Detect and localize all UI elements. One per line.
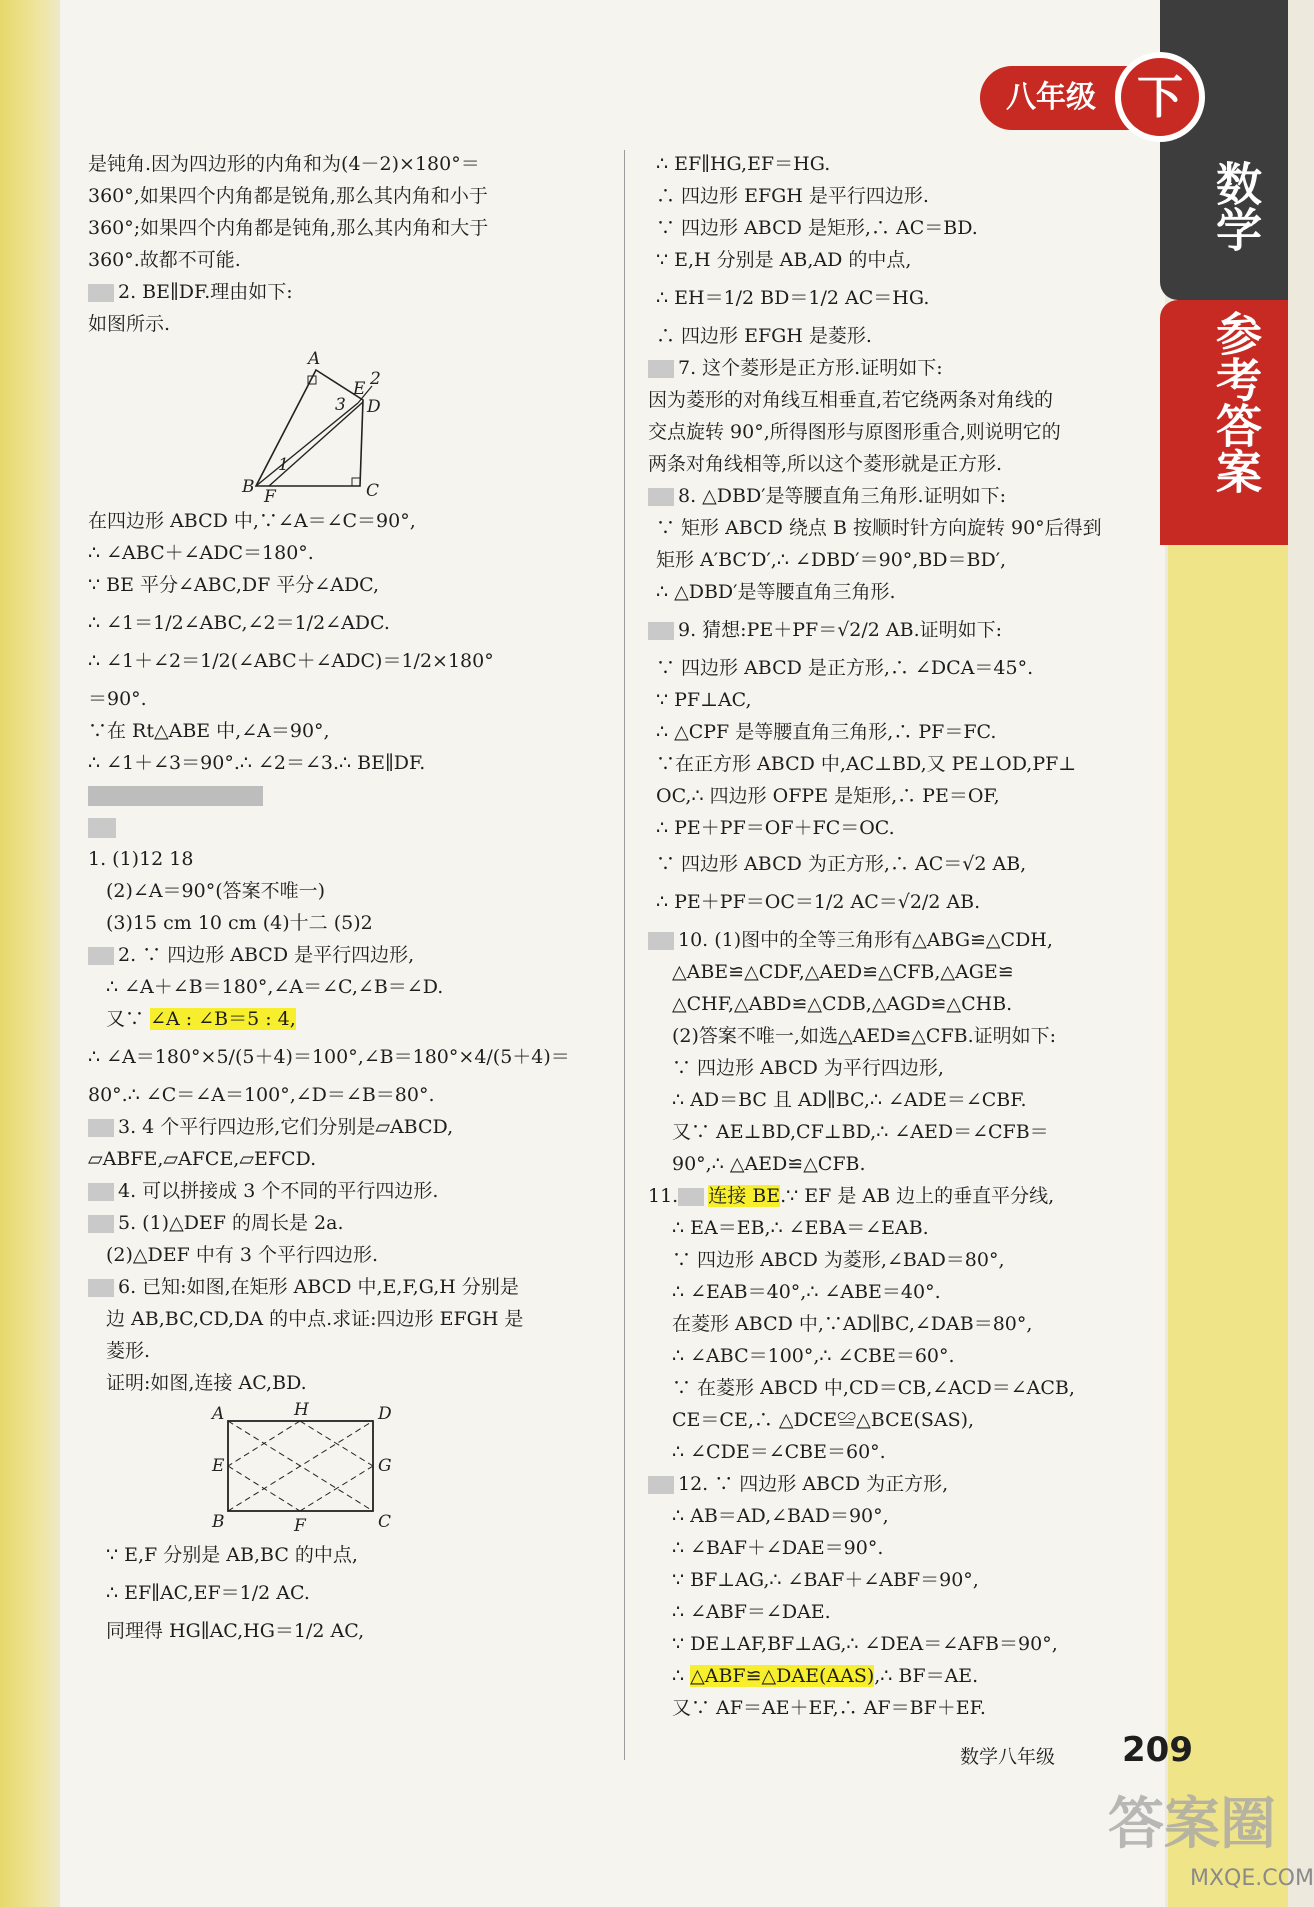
dashed-segment xyxy=(300,1421,373,1466)
figure-outline xyxy=(256,370,363,486)
angle-label: 3 xyxy=(335,395,346,415)
text-line: 同理得 HG∥AC,HG＝1/2 AC, xyxy=(106,1620,365,1642)
text-line: (2)答案不唯一,如选△AED≌△CFB.证明如下: xyxy=(672,1025,1057,1047)
vertex-label: H xyxy=(294,1400,309,1420)
text-line: ∵ 四边形 ABCD 为正方形,∴ AC＝√2 AB, xyxy=(656,853,1027,875)
subject-tab xyxy=(1160,0,1288,300)
text-line: 360°;如果四个内角都是钝角,那么其内角和大于 xyxy=(88,217,489,239)
text-line: ∴ EA＝EB,∴ ∠EBA＝∠EAB. xyxy=(672,1217,929,1239)
text-line: ∵ BE 平分∠ABC,DF 平分∠ADC, xyxy=(88,574,380,596)
text-line: ∴ 四边形 EFGH 是平行四边形. xyxy=(656,185,929,207)
text-line: ∴ ∠A＝180°×5/(5＋4)＝100°,∠B＝180°×4/(5＋4)＝ xyxy=(88,1046,570,1068)
angle-label: 1 xyxy=(278,455,289,475)
text-line: (2)△DEF 中有 3 个平行四边形. xyxy=(106,1244,379,1266)
answer-item: 12. ∵ 四边形 ABCD 为正方形, xyxy=(648,1468,1158,1500)
highlighted-text: △ABF≌△DAE(AAS) xyxy=(690,1665,875,1687)
answer-item: 8. △DBD′是等腰直角三角形.证明如下: xyxy=(648,480,1158,512)
answer-tag xyxy=(88,1183,114,1201)
text-line: (3)15 cm 10 cm (4)十二 (5)2 xyxy=(106,912,373,934)
vertex-label: B xyxy=(212,1512,225,1532)
answer-tag xyxy=(88,947,114,965)
vertex-label: E xyxy=(353,379,366,399)
text-line: 又∵ ∠A : ∠B＝5 : 4, xyxy=(106,1008,296,1030)
text-line: 交点旋转 90°,所得图形与原图形重合,则说明它的 xyxy=(648,421,1061,443)
text-line: ∴ ∠BAF＋∠DAE＝90°. xyxy=(672,1537,884,1559)
answer-tag xyxy=(648,932,674,950)
vertex-label: D xyxy=(367,397,381,417)
text-line: 又∵ AE⊥BD,CF⊥BD,∴ ∠AED＝∠CFB＝ xyxy=(672,1121,1049,1143)
answer-tag xyxy=(88,1215,114,1233)
bisector-be xyxy=(256,403,358,486)
text-line: 又∵ AF＝AE＋EF,∴ AF＝BF＋EF. xyxy=(672,1697,986,1719)
answer-tag xyxy=(88,1279,114,1297)
text-line: ∴ ∠CDE＝∠CBE＝60°. xyxy=(672,1441,886,1463)
text-line: ∴ ∠EAB＝40°,∴ ∠ABE＝40°. xyxy=(672,1281,941,1303)
text-line: ∴ ∠ABC＋∠ADC＝180°. xyxy=(88,542,314,564)
vertex-label: F xyxy=(264,487,276,507)
answer-tag xyxy=(648,360,674,378)
text-line: ∴ △DBD′是等腰直角三角形. xyxy=(656,581,896,603)
text-line: ∴ AB＝AD,∠BAD＝90°, xyxy=(672,1505,889,1527)
vertex-label: F xyxy=(294,1516,306,1536)
highlighted-text: 连接 BE xyxy=(708,1185,781,1207)
text-line: 证明:如图,连接 AC,BD. xyxy=(106,1372,307,1394)
vertex-label: A xyxy=(212,1404,225,1424)
text-line: ∵ E,F 分别是 AB,BC 的中点, xyxy=(106,1544,358,1566)
text-line: ∵ 在菱形 ABCD 中,CD＝CB,∠ACD＝∠ACB, xyxy=(672,1377,1075,1399)
text-line: ▱ABFE,▱AFCE,▱EFCD. xyxy=(88,1148,317,1170)
text-line: 边 AB,BC,CD,DA 的中点.求证:四边形 EFGH 是 xyxy=(106,1308,524,1330)
text-line: ∴ ∠ABC＝100°,∴ ∠CBE＝60°. xyxy=(672,1345,955,1367)
answer-item: 4. 可以拼接成 3 个不同的平行四边形. xyxy=(88,1175,603,1207)
answer-tag xyxy=(648,622,674,640)
text-line: ∴ ∠1＋∠2＝1/2(∠ABC＋∠ADC)＝1/2×180° xyxy=(88,650,494,672)
text-line: 1. (1)12 18 xyxy=(88,848,194,870)
section-subheading-bar xyxy=(88,811,603,843)
text-line: ∵ 四边形 ABCD 为平行四边形, xyxy=(672,1057,944,1079)
left-column xyxy=(88,148,603,1653)
text-line: 在菱形 ABCD 中,∵AD∥BC,∠DAB＝80°, xyxy=(672,1313,1033,1335)
text-line: △ABE≌△CDF,△AED≌△CFB,△AGE≌ xyxy=(672,961,1014,983)
text-line: ∴ AD＝BC 且 AD∥BC,∴ ∠ADE＝∠CBF. xyxy=(672,1089,1027,1111)
vertex-label: B xyxy=(242,477,255,497)
text-line: ∴ ∠1＋∠3＝90°.∴ ∠2＝∠3.∴ BE∥DF. xyxy=(88,752,426,774)
answer-item: 7. 这个菱形是正方形.证明如下: xyxy=(648,352,1158,384)
text-line: ∵ 四边形 ABCD 是矩形,∴ AC＝BD. xyxy=(656,217,978,239)
answer-tag xyxy=(88,1119,114,1137)
text-line: 360°.故都不可能. xyxy=(88,249,241,271)
text-line: ∴ PE＋PF＝OC＝1/2 AC＝√2/2 AB. xyxy=(656,891,981,913)
answer-tag xyxy=(648,488,674,506)
text-line: ∴ PE＋PF＝OF＋FC＝OC. xyxy=(656,817,895,839)
text-line: ∵ DE⊥AF,BF⊥AG,∴ ∠DEA＝∠AFB＝90°, xyxy=(672,1633,1058,1655)
text-line: ∴ EH＝1/2 BD＝1/2 AC＝HG. xyxy=(656,287,930,309)
dashed-segment xyxy=(300,1466,373,1511)
text-line: 90°,∴ △AED≌△CFB. xyxy=(672,1153,866,1175)
section-label: 参考答案 xyxy=(1209,310,1263,494)
text-line: 菱形. xyxy=(106,1340,151,1362)
answer-tag xyxy=(648,1476,674,1494)
text-line: 两条对角线相等,所以这个菱形就是正方形. xyxy=(648,453,1003,475)
answer-tag xyxy=(88,284,114,302)
volume-badge: 下 xyxy=(1115,52,1205,142)
vertex-label: C xyxy=(366,481,380,501)
vertex-label: D xyxy=(378,1404,392,1424)
column-divider xyxy=(624,150,625,1760)
right-margin-strip xyxy=(1168,510,1288,1907)
answer-item: 3. 4 个平行四边形,它们分别是▱ABCD, xyxy=(88,1111,603,1143)
section-heading-bar xyxy=(88,779,603,811)
answer-item: 2. ∵ 四边形 ABCD 是平行四边形, xyxy=(88,939,603,971)
subject-label: 数学 xyxy=(1209,160,1263,252)
watermark-url: MXQE.COM xyxy=(1190,1866,1314,1891)
vertex-label: A xyxy=(308,349,321,369)
answer-item: 6. 已知:如图,在矩形 ABCD 中,E,F,G,H 分别是 xyxy=(88,1271,603,1303)
right-column xyxy=(648,148,1158,1724)
text-line: ＝90°. xyxy=(88,688,147,710)
text-line: ∴ △CPF 是等腰直角三角形,∴ PF＝FC. xyxy=(656,721,997,743)
text-line: △CHF,△ABD≌△CDB,△AGD≌△CHB. xyxy=(672,993,1013,1015)
text-line: ∵在 Rt△ABE 中,∠A＝90°, xyxy=(88,720,330,742)
text-line: ∴ △ABF≌△DAE(AAS),∴ BF＝AE. xyxy=(672,1665,979,1687)
vertex-label: E xyxy=(212,1456,225,1476)
section-heading-bar xyxy=(88,786,263,806)
text-line: ∵ BF⊥AG,∴ ∠BAF＋∠ABF＝90°, xyxy=(672,1569,979,1591)
text-line: ∴ EF∥AC,EF＝1/2 AC. xyxy=(106,1582,310,1604)
answer-item: 5. (1)△DEF 的周长是 2a. xyxy=(88,1207,603,1239)
text-line: 矩形 A′BC′D′,∴ ∠DBD′＝90°,BD＝BD′, xyxy=(656,549,1007,571)
rectangle-figure xyxy=(88,1399,603,1539)
text-line: OC,∴ 四边形 OFPE 是矩形,∴ PE＝OF, xyxy=(656,785,1000,807)
text-line: 如图所示. xyxy=(88,313,171,335)
text-line: ∴ ∠1＝1/2∠ABC,∠2＝1/2∠ADC. xyxy=(88,612,390,634)
answer-item: 11. 连接 BE.∵ EF 是 AB 边上的垂直平分线, xyxy=(648,1185,1055,1207)
angle-label: 2 xyxy=(370,369,381,389)
text-line: 因为菱形的对角线互相垂直,若它绕两条对角线的 xyxy=(648,389,1054,411)
section-subheading-bar xyxy=(88,818,116,838)
grade-label: 八年级 xyxy=(980,66,1170,130)
page-number: 209 xyxy=(1122,1730,1193,1770)
text-line: ∵ 四边形 ABCD 为菱形,∠BAD＝80°, xyxy=(672,1249,1005,1271)
answer-item: 2. BE∥DF.理由如下: xyxy=(88,276,603,308)
text-line: ∴ EF∥HG,EF＝HG. xyxy=(656,153,831,175)
text-line: (2)∠A＝90°(答案不唯一) xyxy=(106,880,326,902)
text-line: ∵ 四边形 ABCD 是正方形,∴ ∠DCA＝45°. xyxy=(656,657,1034,679)
text-line: ∵ E,H 分别是 AB,AD 的中点, xyxy=(656,249,912,271)
vertex-label: C xyxy=(378,1512,392,1532)
answer-item: 10. (1)图中的全等三角形有△ABG≌△CDH, xyxy=(648,924,1158,956)
answer-tag xyxy=(678,1188,704,1206)
watermark-logo: 答案圈 xyxy=(1108,1792,1276,1857)
text-line: 360°,如果四个内角都是锐角,那么其内角和小于 xyxy=(88,185,488,207)
text-line: ∵在正方形 ABCD 中,AC⊥BD,又 PE⊥OD,PF⊥ xyxy=(656,753,1077,775)
footer-book-label: 数学八年级 xyxy=(960,1746,1056,1768)
highlighted-text: ∠A : ∠B＝5 : 4, xyxy=(150,1008,296,1030)
text-line: 80°.∴ ∠C＝∠A＝100°,∠D＝∠B＝80°. xyxy=(88,1084,435,1106)
quadrilateral-figure xyxy=(88,340,603,505)
text-line: ∴ ∠ABF＝∠DAE. xyxy=(672,1601,831,1623)
vertex-label: G xyxy=(378,1456,392,1476)
text-line: 在四边形 ABCD 中,∵∠A＝∠C＝90°, xyxy=(88,510,416,532)
text-line: ∴ 四边形 EFGH 是菱形. xyxy=(656,325,872,347)
text-line: CE＝CE,∴ △DCE≌△BCE(SAS), xyxy=(672,1409,975,1431)
right-angle-mark xyxy=(352,478,360,486)
answer-item: 9. 猜想:PE＋PF＝√2/2 AB.证明如下: xyxy=(648,614,1158,646)
text-line: 是钝角.因为四边形的内角和为(4－2)×180°＝ xyxy=(88,153,480,175)
text-line: ∵ 矩形 ABCD 绕点 B 按顺时针方向旋转 90°后得到 xyxy=(656,517,1102,539)
text-line: ∴ ∠A＋∠B＝180°,∠A＝∠C,∠B＝∠D. xyxy=(106,976,444,998)
text-line: ∵ PF⊥AC, xyxy=(656,689,752,711)
